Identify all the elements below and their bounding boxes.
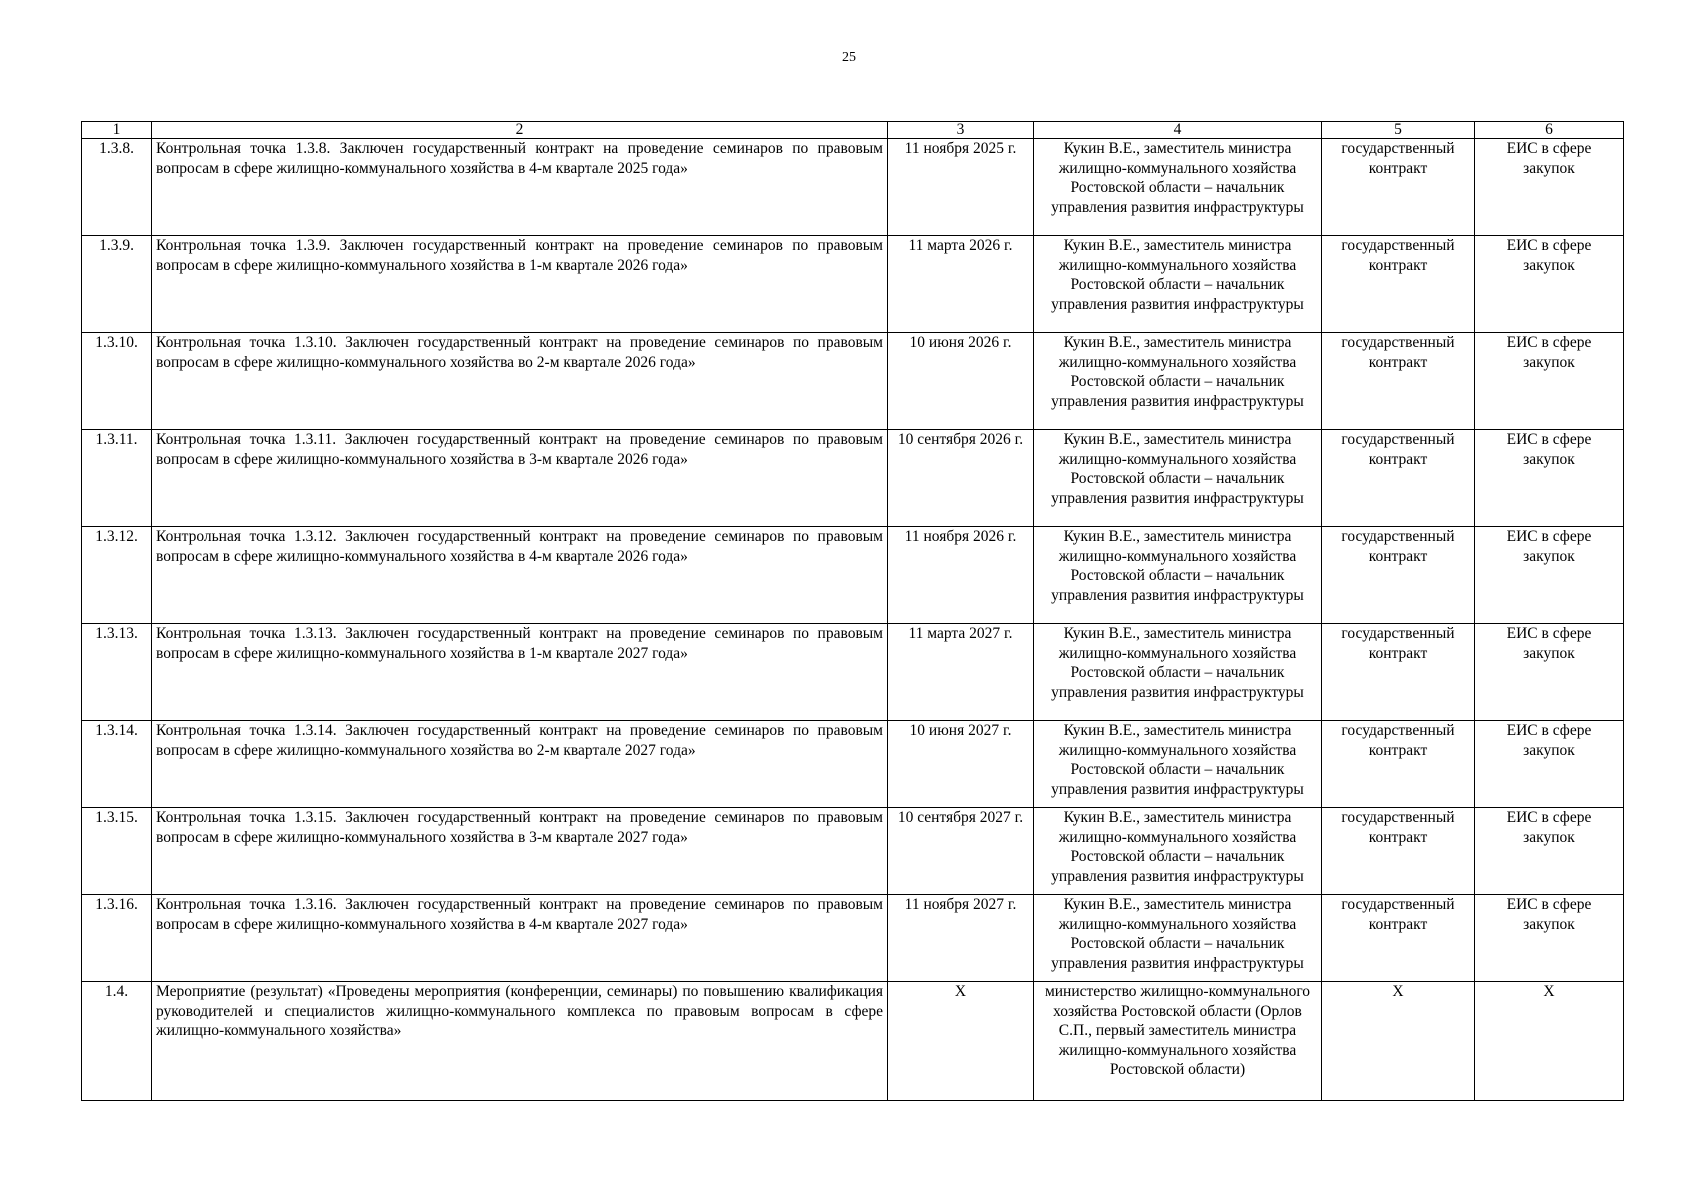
row-responsible: Кукин В.Е., заместитель министра жилищно-коммунального хозяйства Ростовской области – начальник управления развития инфраструктуры	[1034, 430, 1322, 527]
row-system: ЕИС в сфере закупок	[1475, 236, 1624, 333]
row-number: 1.4.	[82, 982, 152, 1101]
row-document: государственный контракт	[1322, 721, 1475, 808]
table-row	[82, 721, 1624, 808]
row-responsible: Кукин В.Е., заместитель министра жилищно-коммунального хозяйства Ростовской области – начальник управления развития инфраструктуры	[1034, 527, 1322, 624]
row-description: Контрольная точка 1.3.13. Заключен государственный контракт на проведение семинаров по правовым вопросам в сфере жилищно-коммунального хозяйства в 1-м квартале 2027 года»	[152, 624, 888, 721]
table-row	[82, 982, 1624, 1101]
row-document: государственный контракт	[1322, 139, 1475, 236]
row-responsible: Кукин В.Е., заместитель министра жилищно-коммунального хозяйства Ростовской области – начальник управления развития инфраструктуры	[1034, 624, 1322, 721]
column-number: 2	[152, 122, 888, 139]
row-document: государственный контракт	[1322, 430, 1475, 527]
row-date: 11 ноября 2025 г.	[888, 139, 1034, 236]
row-responsible: Кукин В.Е., заместитель министра жилищно-коммунального хозяйства Ростовской области – начальник управления развития инфраструктуры	[1034, 236, 1322, 333]
page-number: 25	[842, 50, 856, 65]
row-system: ЕИС в сфере закупок	[1475, 527, 1624, 624]
table-row	[82, 139, 1624, 236]
table-row	[82, 236, 1624, 333]
row-number: 1.3.13.	[82, 624, 152, 721]
row-responsible: Кукин В.Е., заместитель министра жилищно-коммунального хозяйства Ростовской области – начальник управления развития инфраструктуры	[1034, 721, 1322, 808]
row-system: Х	[1475, 982, 1624, 1101]
row-description: Контрольная точка 1.3.12. Заключен государственный контракт на проведение семинаров по правовым вопросам в сфере жилищно-коммунального хозяйства в 4-м квартале 2026 года»	[152, 527, 888, 624]
column-number: 5	[1322, 122, 1475, 139]
row-number: 1.3.10.	[82, 333, 152, 430]
row-date: 11 ноября 2027 г.	[888, 895, 1034, 982]
row-number: 1.3.14.	[82, 721, 152, 808]
row-responsible: Кукин В.Е., заместитель министра жилищно-коммунального хозяйства Ростовской области – начальник управления развития инфраструктуры	[1034, 333, 1322, 430]
row-document: государственный контракт	[1322, 624, 1475, 721]
row-description: Контрольная точка 1.3.9. Заключен государственный контракт на проведение семинаров по правовым вопросам в сфере жилищно-коммунального хозяйства в 1-м квартале 2026 года»	[152, 236, 888, 333]
table-row	[82, 808, 1624, 895]
row-description: Мероприятие (результат) «Проведены мероприятия (конференции, семинары) по повышению квалификация руководителей и специалистов жилищно-коммунального комплекса по правовым вопросам в сфере жилищно-коммунального хозяйства»	[152, 982, 888, 1101]
row-number: 1.3.8.	[82, 139, 152, 236]
row-responsible: министерство жилищно-коммунального хозяйства Ростовской области (Орлов С.П., первый заместитель министра жилищно-коммунального хозяйства Ростовской области)	[1034, 982, 1322, 1101]
table-row	[82, 527, 1624, 624]
row-date: 11 марта 2027 г.	[888, 624, 1034, 721]
table-row	[82, 624, 1624, 721]
row-description: Контрольная точка 1.3.15. Заключен государственный контракт на проведение семинаров по правовым вопросам в сфере жилищно-коммунального хозяйства в 3-м квартале 2027 года»	[152, 808, 888, 895]
row-description: Контрольная точка 1.3.14. Заключен государственный контракт на проведение семинаров по правовым вопросам в сфере жилищно-коммунального хозяйства во 2-м квартале 2027 года»	[152, 721, 888, 808]
row-description: Контрольная точка 1.3.16. Заключен государственный контракт на проведение семинаров по правовым вопросам в сфере жилищно-коммунального хозяйства в 4-м квартале 2027 года»	[152, 895, 888, 982]
row-number: 1.3.11.	[82, 430, 152, 527]
row-date: 10 июня 2026 г.	[888, 333, 1034, 430]
row-date: 11 марта 2026 г.	[888, 236, 1034, 333]
column-number: 1	[82, 122, 152, 139]
row-responsible: Кукин В.Е., заместитель министра жилищно-коммунального хозяйства Ростовской области – начальник управления развития инфраструктуры	[1034, 895, 1322, 982]
column-numbers-row	[82, 122, 1624, 139]
table-row	[82, 333, 1624, 430]
row-system: ЕИС в сфере закупок	[1475, 333, 1624, 430]
row-description: Контрольная точка 1.3.10. Заключен государственный контракт на проведение семинаров по правовым вопросам в сфере жилищно-коммунального хозяйства во 2-м квартале 2026 года»	[152, 333, 888, 430]
row-description: Контрольная точка 1.3.11. Заключен государственный контракт на проведение семинаров по правовым вопросам в сфере жилищно-коммунального хозяйства в 3-м квартале 2026 года»	[152, 430, 888, 527]
row-number: 1.3.9.	[82, 236, 152, 333]
row-date: 10 сентября 2027 г.	[888, 808, 1034, 895]
table-row	[82, 895, 1624, 982]
row-date: 11 ноября 2026 г.	[888, 527, 1034, 624]
column-number: 6	[1475, 122, 1624, 139]
row-responsible: Кукин В.Е., заместитель министра жилищно-коммунального хозяйства Ростовской области – начальник управления развития инфраструктуры	[1034, 808, 1322, 895]
table-row	[82, 430, 1624, 527]
row-responsible: Кукин В.Е., заместитель министра жилищно-коммунального хозяйства Ростовской области – начальник управления развития инфраструктуры	[1034, 139, 1322, 236]
column-number: 3	[888, 122, 1034, 139]
row-document: государственный контракт	[1322, 808, 1475, 895]
row-date: 10 июня 2027 г.	[888, 721, 1034, 808]
row-document: государственный контракт	[1322, 895, 1475, 982]
row-number: 1.3.12.	[82, 527, 152, 624]
row-system: ЕИС в сфере закупок	[1475, 430, 1624, 527]
row-number: 1.3.15.	[82, 808, 152, 895]
row-date: Х	[888, 982, 1034, 1101]
row-document: государственный контракт	[1322, 527, 1475, 624]
plan-table	[81, 121, 1624, 1101]
row-system: ЕИС в сфере закупок	[1475, 139, 1624, 236]
column-number: 4	[1034, 122, 1322, 139]
row-system: ЕИС в сфере закупок	[1475, 624, 1624, 721]
row-system: ЕИС в сфере закупок	[1475, 721, 1624, 808]
row-system: ЕИС в сфере закупок	[1475, 808, 1624, 895]
row-document: Х	[1322, 982, 1475, 1101]
row-number: 1.3.16.	[82, 895, 152, 982]
row-document: государственный контракт	[1322, 236, 1475, 333]
row-description: Контрольная точка 1.3.8. Заключен государственный контракт на проведение семинаров по правовым вопросам в сфере жилищно-коммунального хозяйства в 4-м квартале 2025 года»	[152, 139, 888, 236]
row-system: ЕИС в сфере закупок	[1475, 895, 1624, 982]
row-document: государственный контракт	[1322, 333, 1475, 430]
row-date: 10 сентября 2026 г.	[888, 430, 1034, 527]
